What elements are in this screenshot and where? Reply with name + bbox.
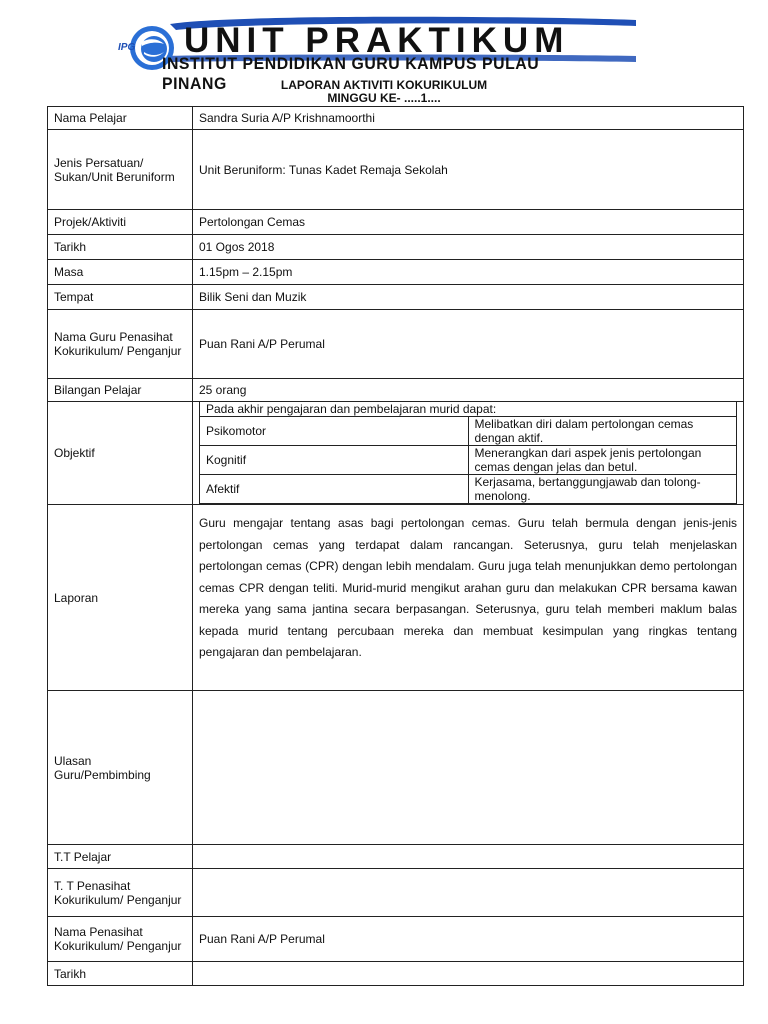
week-line: MINGGU KE- .....1.... — [327, 91, 441, 105]
value-guru-penasihat: Puan Rani A/P Perumal — [193, 310, 744, 379]
objektif-text: Kerjasama, bertanggungjawab dan tolong-menolong. — [468, 475, 737, 504]
objektif-intro: Pada akhir pengajaran dan pembelajaran murid dapat: — [200, 402, 737, 417]
label-tarikh-akhir: Tarikh — [48, 962, 193, 986]
objektif-text: Melibatkan diri dalam pertolongan cemas dengan aktif. — [468, 417, 737, 446]
label-projek: Projek/Aktiviti — [48, 210, 193, 235]
objektif-domain: Psikomotor — [200, 417, 469, 446]
label-laporan: Laporan — [48, 505, 193, 691]
table-row — [48, 260, 744, 285]
label-objektif: Objektif — [48, 402, 193, 505]
table-row — [48, 235, 744, 260]
table-row — [48, 107, 744, 130]
value-tempat: Bilik Seni dan Muzik — [193, 285, 744, 310]
table-row — [48, 379, 744, 402]
laporan-text: Guru mengajar tentang asas bagi pertolongan cemas. Guru telah bermula dengan jenis-jenis pertolongan cemas yang terdapat dalam rancangan. Seterusnya, guru telah menjelaskan pertolongan cemas (CPR) dengan lebih mendalam. Guru juga telah menunjukkan demo pertolongan cemas CPR dengan teliti. Murid-murid mengikut arahan guru dan melakukan CPR bersama kawan mereka yang sama jantina secara berpasangan. Seterusnya, guru telah memberi maklum balas kepada murid tentang percubaan mereka dan membuat kesimpulan yang ringkas tentang pengajaran dan pembelajaran. — [199, 516, 737, 659]
report-title: LAPORAN AKTIVITI KOKURIKULUM — [280, 78, 488, 92]
value-nama-pelajar: Sandra Suria A/P Krishnamoorthi — [193, 107, 744, 130]
objektif-table — [199, 402, 737, 504]
logo-text: IPG — [118, 42, 136, 53]
label-tt-penasihat: T. T Penasihat Kokurikulum/ Penganjur — [48, 869, 193, 917]
label-bilangan: Bilangan Pelajar — [48, 379, 193, 402]
label-nama-penasihat: Nama Penasihat Kokurikulum/ Penganjur — [48, 917, 193, 962]
value-tt-pelajar — [193, 845, 744, 869]
table-row — [48, 917, 744, 962]
table-row — [48, 210, 744, 235]
label-tarikh: Tarikh — [48, 235, 193, 260]
table-row — [48, 402, 744, 505]
value-persatuan: Unit Beruniform: Tunas Kadet Remaja Sekolah — [193, 130, 744, 210]
banner-subtitle: INSTITUT PENDIDIKAN GURU KAMPUS PULAU PINANG — [162, 54, 540, 93]
value-tarikh-akhir — [193, 962, 744, 986]
label-guru-penasihat: Nama Guru Penasihat Kokurikulum/ Penganjur — [48, 310, 193, 379]
label-tempat: Tempat — [48, 285, 193, 310]
label-persatuan: Jenis Persatuan/ Sukan/Unit Beruniform — [48, 130, 193, 210]
label-ulasan: Ulasan Guru/Pembimbing — [48, 691, 193, 845]
objektif-intro-row — [200, 402, 737, 417]
table-row — [48, 310, 744, 379]
objektif-domain: Afektif — [200, 475, 469, 504]
value-bilangan: 25 orang — [193, 379, 744, 402]
value-projek: Pertolongan Cemas — [193, 210, 744, 235]
objektif-row — [200, 446, 737, 475]
table-row — [48, 869, 744, 917]
table-row — [48, 130, 744, 210]
objektif-row — [200, 417, 737, 446]
table-row — [48, 845, 744, 869]
label-tt-pelajar: T.T Pelajar — [48, 845, 193, 869]
table-row — [48, 691, 744, 845]
objektif-domain: Kognitif — [200, 446, 469, 475]
objektif-text: Menerangkan dari aspek jenis pertolongan cemas dengan jelas dan betul. — [468, 446, 737, 475]
value-tt-penasihat — [193, 869, 744, 917]
objektif-cell — [193, 402, 744, 505]
table-row — [48, 962, 744, 986]
objektif-row — [200, 475, 737, 504]
banner-title: UNIT PRAKTIKUM — [184, 21, 570, 60]
value-masa: 1.15pm – 2.15pm — [193, 260, 744, 285]
table-row — [48, 285, 744, 310]
activity-report-table — [47, 106, 744, 986]
laporan-cell — [193, 505, 744, 691]
label-nama-pelajar: Nama Pelajar — [48, 107, 193, 130]
table-row — [48, 505, 744, 691]
value-tarikh: 01 Ogos 2018 — [193, 235, 744, 260]
label-masa: Masa — [48, 260, 193, 285]
value-nama-penasihat: Puan Rani A/P Perumal — [193, 917, 744, 962]
value-ulasan — [193, 691, 744, 845]
